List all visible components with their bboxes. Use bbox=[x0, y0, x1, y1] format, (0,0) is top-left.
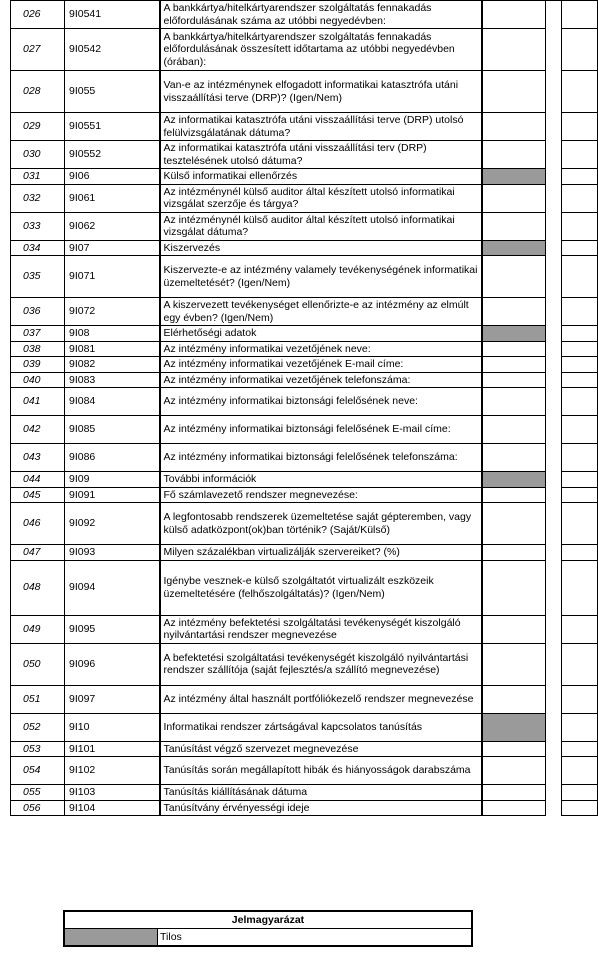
spacer-cell bbox=[546, 256, 562, 298]
row-number: 050 bbox=[11, 643, 65, 685]
row-number: 043 bbox=[11, 444, 65, 472]
row-description: Tanúsítás során megállapított hibák és hiányosságok darabszáma bbox=[160, 757, 482, 785]
row-description: Az intézmény informatikai biztonsági felelősének E-mail címe: bbox=[160, 416, 482, 444]
table-row bbox=[11, 240, 598, 256]
spacer-cell bbox=[546, 113, 562, 141]
value-cell-2[interactable] bbox=[562, 741, 598, 757]
row-number: 032 bbox=[11, 184, 65, 212]
row-description: A bankkártya/hitelkártyarendszer szolgáltatás fennakadás előfordulásának összesített időtartama az utóbbi negyedévben (órában): bbox=[160, 29, 482, 71]
row-number: 042 bbox=[11, 416, 65, 444]
row-code: 9I062 bbox=[65, 212, 160, 240]
value-cell[interactable] bbox=[482, 184, 546, 212]
table-row bbox=[11, 545, 598, 561]
row-number: 052 bbox=[11, 713, 65, 741]
value-cell-2[interactable] bbox=[562, 341, 598, 357]
spacer-cell bbox=[546, 785, 562, 801]
row-code: 9I097 bbox=[65, 685, 160, 713]
row-number: 038 bbox=[11, 341, 65, 357]
row-description: Külső informatikai ellenőrzés bbox=[160, 169, 482, 185]
spacer-cell bbox=[546, 29, 562, 71]
row-code: 9I07 bbox=[65, 240, 160, 256]
spacer-cell bbox=[546, 487, 562, 503]
table-row bbox=[11, 1, 598, 29]
value-cell-2[interactable] bbox=[562, 212, 598, 240]
table-row bbox=[11, 256, 598, 298]
row-number: 031 bbox=[11, 169, 65, 185]
row-code: 9I071 bbox=[65, 256, 160, 298]
table-row bbox=[11, 326, 598, 342]
row-number: 029 bbox=[11, 113, 65, 141]
row-description: Az intézmény informatikai vezetőjének neve: bbox=[160, 341, 482, 357]
spacer-cell bbox=[546, 388, 562, 416]
value-cell-2[interactable] bbox=[562, 1, 598, 29]
row-description: Kiszervezte-e az intézmény valamely tevékenységének informatikai üzemeltetését? (Igen/Nem) bbox=[160, 256, 482, 298]
table-row bbox=[11, 685, 598, 713]
table-row bbox=[11, 713, 598, 741]
spacer-cell bbox=[546, 757, 562, 785]
row-code: 9I094 bbox=[65, 560, 160, 615]
table-row bbox=[11, 615, 598, 643]
table-row bbox=[11, 503, 598, 545]
row-number: 026 bbox=[11, 1, 65, 29]
value-cell-2[interactable] bbox=[562, 503, 598, 545]
row-description: Az intézmény informatikai biztonsági felelősének telefonszáma: bbox=[160, 444, 482, 472]
table-row bbox=[11, 643, 598, 685]
row-description: Az intézménynél külső auditor által készített utolsó informatikai vizsgálat szerzője és tárgya? bbox=[160, 184, 482, 212]
row-number: 035 bbox=[11, 256, 65, 298]
value-cell-2[interactable] bbox=[562, 71, 598, 113]
legend-swatch-forbidden bbox=[64, 929, 158, 947]
row-number: 048 bbox=[11, 560, 65, 615]
row-number: 027 bbox=[11, 29, 65, 71]
value-cell-2[interactable] bbox=[562, 372, 598, 388]
spacer-cell bbox=[546, 169, 562, 185]
value-cell[interactable] bbox=[482, 643, 546, 685]
data-table bbox=[10, 0, 598, 816]
value-cell-2[interactable] bbox=[562, 472, 598, 488]
row-code: 9I06 bbox=[65, 169, 160, 185]
row-description: Tanúsítást végző szervezet megnevezése bbox=[160, 741, 482, 757]
row-description: Az intézmény informatikai biztonsági felelősének neve: bbox=[160, 388, 482, 416]
spacer-cell bbox=[546, 1, 562, 29]
value-cell[interactable] bbox=[482, 341, 546, 357]
row-description: Kiszervezés bbox=[160, 240, 482, 256]
value-cell[interactable] bbox=[482, 560, 546, 615]
spacer-cell bbox=[546, 341, 562, 357]
spacer-cell bbox=[546, 240, 562, 256]
value-cell[interactable] bbox=[482, 615, 546, 643]
table-row bbox=[11, 416, 598, 444]
row-code: 9I093 bbox=[65, 545, 160, 561]
table-row bbox=[11, 169, 598, 185]
row-description: Az intézménynél külső auditor által készített utolsó informatikai vizsgálat dátuma? bbox=[160, 212, 482, 240]
table-row bbox=[11, 141, 598, 169]
spacer-cell bbox=[546, 184, 562, 212]
row-code: 9I0541 bbox=[65, 1, 160, 29]
row-code: 9I09 bbox=[65, 472, 160, 488]
value-cell[interactable] bbox=[482, 113, 546, 141]
value-cell-2[interactable] bbox=[562, 169, 598, 185]
value-cell-2[interactable] bbox=[562, 785, 598, 801]
row-description: Az intézmény informatikai vezetőjének telefonszáma: bbox=[160, 372, 482, 388]
row-number: 034 bbox=[11, 240, 65, 256]
row-number: 028 bbox=[11, 71, 65, 113]
spacer-cell bbox=[546, 545, 562, 561]
row-number: 030 bbox=[11, 141, 65, 169]
table-row bbox=[11, 800, 598, 816]
row-code: 9I086 bbox=[65, 444, 160, 472]
table-row bbox=[11, 560, 598, 615]
table-row bbox=[11, 341, 598, 357]
row-code: 9I0551 bbox=[65, 113, 160, 141]
row-description: Van-e az intézménynek elfogadott informatikai katasztrófa utáni visszaállítási terve (DRP)? (Igen/Nem) bbox=[160, 71, 482, 113]
spacer-cell bbox=[546, 298, 562, 326]
row-number: 053 bbox=[11, 741, 65, 757]
value-cell[interactable] bbox=[482, 357, 546, 373]
spacer-cell bbox=[546, 472, 562, 488]
row-code: 9I055 bbox=[65, 71, 160, 113]
row-description: Informatikai rendszer zártságával kapcsolatos tanúsítás bbox=[160, 713, 482, 741]
value-cell-2[interactable] bbox=[562, 444, 598, 472]
spacer-cell bbox=[546, 560, 562, 615]
row-code: 9I0552 bbox=[65, 141, 160, 169]
row-number: 041 bbox=[11, 388, 65, 416]
table-row bbox=[11, 113, 598, 141]
spacer-cell bbox=[546, 713, 562, 741]
legend-title: Jelmagyarázat bbox=[64, 911, 472, 929]
value-cell[interactable] bbox=[482, 256, 546, 298]
row-code: 9I081 bbox=[65, 341, 160, 357]
value-cell-2[interactable] bbox=[562, 560, 598, 615]
row-number: 045 bbox=[11, 487, 65, 503]
value-cell-2[interactable] bbox=[562, 713, 598, 741]
value-cell bbox=[482, 240, 546, 256]
table-row bbox=[11, 184, 598, 212]
row-code: 9I084 bbox=[65, 388, 160, 416]
row-code: 9I085 bbox=[65, 416, 160, 444]
value-cell[interactable] bbox=[482, 503, 546, 545]
row-code: 9I0542 bbox=[65, 29, 160, 71]
spacer-cell bbox=[546, 741, 562, 757]
spacer-cell bbox=[546, 685, 562, 713]
value-cell bbox=[482, 169, 546, 185]
value-cell-2[interactable] bbox=[562, 141, 598, 169]
row-code: 9I083 bbox=[65, 372, 160, 388]
table-row bbox=[11, 472, 598, 488]
table-row bbox=[11, 741, 598, 757]
table-row bbox=[11, 444, 598, 472]
spacer-cell bbox=[546, 141, 562, 169]
value-cell-2[interactable] bbox=[562, 545, 598, 561]
value-cell[interactable] bbox=[482, 757, 546, 785]
row-number: 033 bbox=[11, 212, 65, 240]
value-cell[interactable] bbox=[482, 388, 546, 416]
row-description: Elérhetőségi adatok bbox=[160, 326, 482, 342]
value-cell[interactable] bbox=[482, 741, 546, 757]
table-row bbox=[11, 372, 598, 388]
row-description: Az intézmény informatikai vezetőjének E-mail címe: bbox=[160, 357, 482, 373]
value-cell[interactable] bbox=[482, 212, 546, 240]
table-row bbox=[11, 357, 598, 373]
row-number: 040 bbox=[11, 372, 65, 388]
value-cell bbox=[482, 713, 546, 741]
row-number: 044 bbox=[11, 472, 65, 488]
value-cell[interactable] bbox=[482, 372, 546, 388]
spacer-cell bbox=[546, 212, 562, 240]
value-cell[interactable] bbox=[482, 298, 546, 326]
row-code: 9I061 bbox=[65, 184, 160, 212]
row-number: 051 bbox=[11, 685, 65, 713]
value-cell-2[interactable] bbox=[562, 487, 598, 503]
spacer-cell bbox=[546, 416, 562, 444]
row-number: 055 bbox=[11, 785, 65, 801]
value-cell-2[interactable] bbox=[562, 256, 598, 298]
row-description: További információk bbox=[160, 472, 482, 488]
spacer-cell bbox=[546, 357, 562, 373]
row-code: 9I08 bbox=[65, 326, 160, 342]
row-description: A kiszervezett tevékenységet ellenőrizte-e az intézmény az elmúlt egy évben? (Igen/Nem) bbox=[160, 298, 482, 326]
table-row bbox=[11, 29, 598, 71]
spacer-cell bbox=[546, 71, 562, 113]
value-cell[interactable] bbox=[482, 29, 546, 71]
row-description: Az informatikai katasztrófa utáni visszaállítási terve (DRP) utolsó felülvizsgálatának dátuma? bbox=[160, 113, 482, 141]
row-number: 047 bbox=[11, 545, 65, 561]
row-description: Tanúsítvány érvényességi ideje bbox=[160, 800, 482, 816]
table-row bbox=[11, 487, 598, 503]
row-code: 9I103 bbox=[65, 785, 160, 801]
value-cell[interactable] bbox=[482, 1, 546, 29]
row-number: 056 bbox=[11, 800, 65, 816]
value-cell-2[interactable] bbox=[562, 184, 598, 212]
row-description: Igénybe vesznek-e külső szolgáltatót virtualizált eszközeik üzemeltetésére (felhőszolgáltatás)? (Igen/Nem) bbox=[160, 560, 482, 615]
row-code: 9I096 bbox=[65, 643, 160, 685]
spacer-cell bbox=[546, 615, 562, 643]
value-cell-2[interactable] bbox=[562, 113, 598, 141]
row-description: Az intézmény által használt portfóliókezelő rendszer megnevezése bbox=[160, 685, 482, 713]
value-cell[interactable] bbox=[482, 71, 546, 113]
row-number: 046 bbox=[11, 503, 65, 545]
spacer-cell bbox=[546, 326, 562, 342]
spacer-cell bbox=[546, 444, 562, 472]
table-row bbox=[11, 71, 598, 113]
value-cell bbox=[482, 326, 546, 342]
table-row bbox=[11, 298, 598, 326]
row-number: 039 bbox=[11, 357, 65, 373]
row-description: Tanúsítás kiállításának dátuma bbox=[160, 785, 482, 801]
table-row bbox=[11, 212, 598, 240]
row-description: Milyen százalékban virtualizálják szervereiket? (%) bbox=[160, 545, 482, 561]
value-cell[interactable] bbox=[482, 545, 546, 561]
value-cell-2[interactable] bbox=[562, 388, 598, 416]
value-cell[interactable] bbox=[482, 444, 546, 472]
table-row bbox=[11, 388, 598, 416]
row-code: 9I10 bbox=[65, 713, 160, 741]
value-cell[interactable] bbox=[482, 785, 546, 801]
value-cell[interactable] bbox=[482, 800, 546, 816]
value-cell[interactable] bbox=[482, 141, 546, 169]
row-number: 054 bbox=[11, 757, 65, 785]
legend-box bbox=[63, 910, 473, 947]
value-cell-2[interactable] bbox=[562, 615, 598, 643]
spacer-cell bbox=[546, 503, 562, 545]
row-code: 9I102 bbox=[65, 757, 160, 785]
legend-label-forbidden: Tilos bbox=[158, 929, 473, 947]
row-description: Az informatikai katasztrófa utáni visszaállítási terv (DRP) tesztelésének utolsó dátuma? bbox=[160, 141, 482, 169]
value-cell-2[interactable] bbox=[562, 685, 598, 713]
row-description: A legfontosabb rendszerek üzemeltetése saját gépteremben, vagy külső adatközpont(ok)ban történik? (Saját/Külső) bbox=[160, 503, 482, 545]
value-cell-2[interactable] bbox=[562, 29, 598, 71]
row-code: 9I095 bbox=[65, 615, 160, 643]
value-cell[interactable] bbox=[482, 416, 546, 444]
row-code: 9I072 bbox=[65, 298, 160, 326]
value-cell bbox=[482, 472, 546, 488]
spacer-cell bbox=[546, 800, 562, 816]
row-code: 9I091 bbox=[65, 487, 160, 503]
row-number: 049 bbox=[11, 615, 65, 643]
row-code: 9I101 bbox=[65, 741, 160, 757]
value-cell-2[interactable] bbox=[562, 757, 598, 785]
value-cell-2[interactable] bbox=[562, 800, 598, 816]
value-cell-2[interactable] bbox=[562, 326, 598, 342]
spacer-cell bbox=[546, 372, 562, 388]
value-cell-2[interactable] bbox=[562, 298, 598, 326]
row-description: Az intézmény befektetési szolgáltatási tevékenységét kiszolgáló nyilvántartási rendszer megnevezése bbox=[160, 615, 482, 643]
value-cell[interactable] bbox=[482, 685, 546, 713]
row-description: A befektetési szolgáltatási tevékenységét kiszolgáló nyilvántartási rendszer szállítója (saját fejlesztés/a szállító megnevezése) bbox=[160, 643, 482, 685]
spacer-cell bbox=[546, 643, 562, 685]
row-code: 9I082 bbox=[65, 357, 160, 373]
value-cell[interactable] bbox=[482, 487, 546, 503]
value-cell-2[interactable] bbox=[562, 416, 598, 444]
row-number: 036 bbox=[11, 298, 65, 326]
value-cell-2[interactable] bbox=[562, 240, 598, 256]
row-code: 9I092 bbox=[65, 503, 160, 545]
row-code: 9I104 bbox=[65, 800, 160, 816]
row-description: A bankkártya/hitelkártyarendszer szolgáltatás fennakadás előfordulásának száma az utóbbi negyedévben: bbox=[160, 1, 482, 29]
value-cell-2[interactable] bbox=[562, 357, 598, 373]
table-row bbox=[11, 757, 598, 785]
row-number: 037 bbox=[11, 326, 65, 342]
value-cell-2[interactable] bbox=[562, 643, 598, 685]
table-row bbox=[11, 785, 598, 801]
row-description: Fő számlavezető rendszer megnevezése: bbox=[160, 487, 482, 503]
